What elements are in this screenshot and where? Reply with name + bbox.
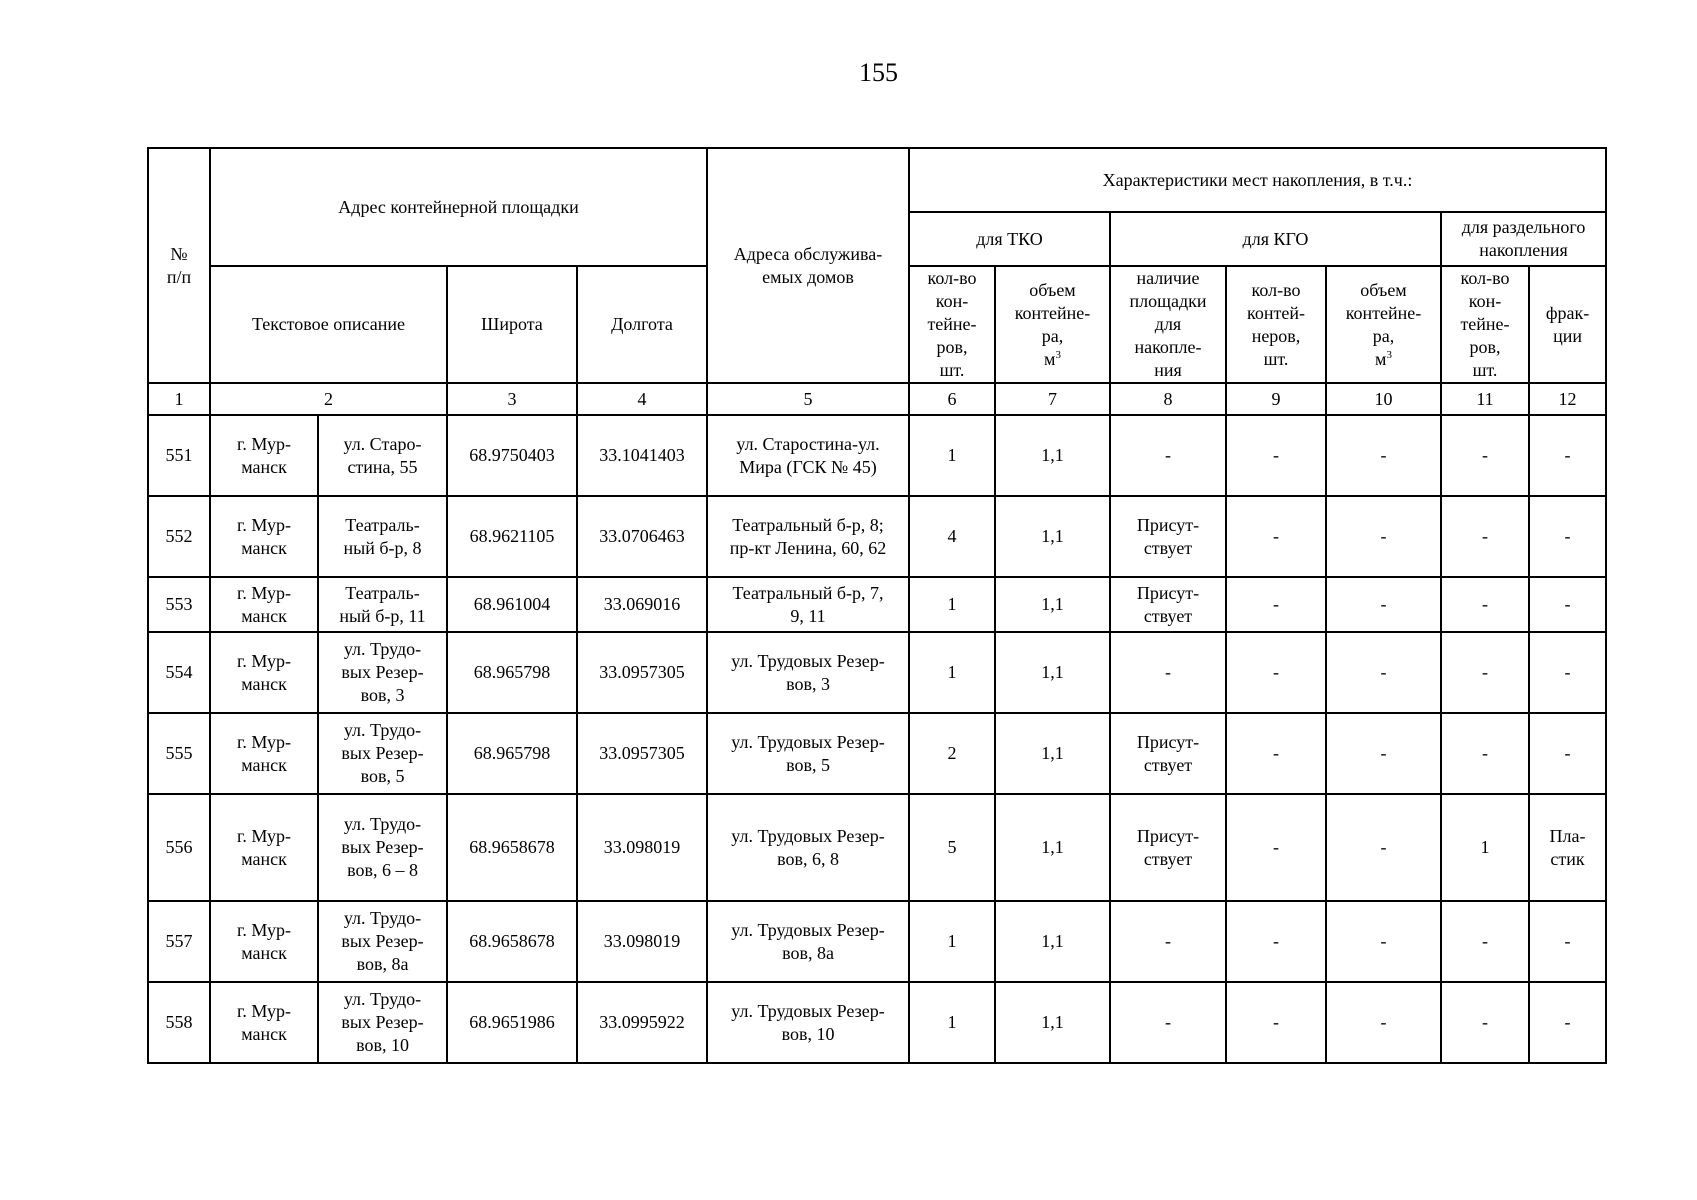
cell-sep-count: - [1441,415,1529,496]
header-line: тейне- [1460,314,1510,334]
cell-city [210,632,318,713]
cell-tko-volume: 1,1 [995,794,1110,901]
cell-street-line: вых Резер- [341,662,424,682]
header-line: тейне- [927,314,977,334]
cell-num: 556 [148,794,210,901]
cell-kgo-site-line: - [1165,931,1171,951]
table-row [148,713,1606,794]
cell-sep-count: - [1441,632,1529,713]
header-separate [1441,212,1606,266]
cell-kgo-site [1110,577,1226,632]
cell-sep-fractions [1529,632,1606,713]
cell-tko-volume: 1,1 [995,415,1110,496]
cell-city-line: г. Мур- [237,514,291,535]
cell-street-line: ул. Трудо- [343,639,422,659]
cell-latitude: 68.9658678 [447,901,577,982]
table-row [148,415,1606,496]
cell-served-houses [707,632,909,713]
cell-num: 555 [148,713,210,794]
header-tko-count [909,266,995,383]
header-line: объем [1029,279,1076,300]
cell-kgo-site-line: - [1165,445,1171,465]
column-number: 6 [909,383,995,415]
header-separate-line: накопления [1479,240,1568,260]
cell-longitude: 33.098019 [577,901,707,982]
header-characteristics: Характеристики мест накопления, в т.ч.: [909,148,1606,212]
header-tko: для ТКО [909,212,1110,266]
header-num [148,148,210,383]
cell-kgo-volume: - [1326,901,1441,982]
cell-sep-count: - [1441,577,1529,632]
cell-kgo-count: - [1226,577,1326,632]
cell-sep-fractions-line: - [1564,1012,1571,1032]
cell-tko-count: 1 [909,982,995,1063]
cell-city-line: манск [241,1023,287,1044]
cell-kgo-count: - [1226,901,1326,982]
header-line: шт. [939,360,965,380]
cell-sep-fractions [1529,982,1606,1063]
cell-tko-volume: 1,1 [995,982,1110,1063]
cell-kgo-site [1110,632,1226,713]
cell-tko-count: 1 [909,901,995,982]
cell-sep-fractions-line: - [1564,743,1571,763]
cell-city-line: манск [241,942,287,963]
cell-city-line: г. Мур- [237,919,291,940]
cell-street [318,982,447,1063]
header-longitude: Долгота [577,266,707,383]
column-number: 5 [707,383,909,415]
cell-served-houses-line: вов, 3 [786,673,830,694]
header-line: контей- [1247,302,1305,323]
cell-city-line: манск [241,848,287,869]
cell-latitude: 68.9621105 [447,496,577,577]
header-sep-fractions [1529,266,1606,383]
header-tko-volume [995,266,1110,383]
column-number: 2 [210,383,447,415]
cell-longitude: 33.069016 [577,577,707,632]
header-served-houses [707,148,909,383]
header-line: м [1044,348,1056,369]
header-sep-count [1441,266,1529,383]
cell-kgo-site [1110,496,1226,577]
cell-city-line: манск [241,754,287,775]
column-number: 4 [577,383,707,415]
cell-street-line: ный б-р, 8 [343,537,422,558]
header-line: контейне- [1345,302,1422,323]
cell-street-line: ул. Трудо- [343,989,422,1009]
cell-street [318,577,447,632]
cell-city-line: г. Мур- [237,731,291,752]
header-line: площадки [1129,291,1207,311]
header-num-line: № [170,243,188,264]
column-number: 9 [1226,383,1326,415]
cell-street [318,794,447,901]
cell-served-houses [707,713,909,794]
cell-kgo-count: - [1226,713,1326,794]
header-line: накопле- [1134,337,1202,357]
cell-tko-count: 1 [909,577,995,632]
cell-kgo-site [1110,982,1226,1063]
cell-street-line: ул. Трудо- [343,720,422,740]
cell-city-line: г. Мур- [237,825,291,846]
column-number: 10 [1326,383,1441,415]
cell-city [210,794,318,901]
cell-kgo-site-line: - [1165,1012,1171,1032]
header-line: объем [1360,279,1407,300]
cell-city [210,577,318,632]
cell-sep-fractions [1529,713,1606,794]
header-text-description: Текстовое описание [210,266,447,383]
cell-tko-count: 4 [909,496,995,577]
table-row [148,794,1606,901]
header-line: м [1375,348,1387,369]
cell-street-line: стина, 55 [347,456,418,477]
header-kgo: для КГО [1110,212,1441,266]
header-line: кол-во [927,268,977,288]
cell-kgo-site [1110,794,1226,901]
cell-latitude: 68.9651986 [447,982,577,1063]
header-line: ра, [1372,325,1395,346]
column-number: 8 [1110,383,1226,415]
header-line: кон- [935,291,969,311]
cell-served-houses-line: ул. Трудовых Резер- [731,825,885,846]
cell-latitude: 68.965798 [447,713,577,794]
cell-sep-count: - [1441,901,1529,982]
cell-sep-fractions-line: Пла- [1549,825,1586,846]
cell-served-houses [707,901,909,982]
header-served-line: Адреса обслужива- [733,243,883,264]
cell-city [210,713,318,794]
cell-served-houses-line: ул. Трудовых Резер- [731,1000,885,1021]
cell-tko-count: 1 [909,415,995,496]
table-row [148,901,1606,982]
cell-kgo-site-line: Присут- [1136,582,1200,603]
cell-sep-fractions-line: - [1564,445,1571,465]
cell-served-houses [707,415,909,496]
header-kgo-volume [1326,266,1441,383]
cell-kgo-site-line: - [1165,662,1171,682]
header-kgo-count [1226,266,1326,383]
header-line: кол-во [1460,268,1510,288]
cell-street-line: вов, 6 – 8 [347,860,418,880]
cell-city-line: г. Мур- [237,433,291,454]
header-row-1 [148,148,1606,212]
cell-latitude: 68.9658678 [447,794,577,901]
column-number: 12 [1529,383,1606,415]
cell-tko-count: 5 [909,794,995,901]
cell-kgo-count: - [1226,496,1326,577]
column-number: 7 [995,383,1110,415]
cell-served-houses-line: вов, 5 [786,754,830,775]
cell-kgo-count: - [1226,632,1326,713]
cell-street-line: Театраль- [345,582,420,603]
cell-num: 552 [148,496,210,577]
cell-street [318,632,447,713]
header-line: для [1154,314,1182,334]
cell-city [210,415,318,496]
header-line: ции [1553,325,1582,346]
cell-longitude: 33.0995922 [577,982,707,1063]
cell-street-line: вых Резер- [341,837,424,857]
cell-served-houses-line: ул. Трудовых Резер- [731,650,885,671]
cell-city-line: манск [241,673,287,694]
page-number: 155 [859,58,898,87]
cell-num: 557 [148,901,210,982]
cell-street [318,901,447,982]
cell-sep-fractions [1529,794,1606,901]
cell-sep-fractions [1529,901,1606,982]
cell-served-houses-line: ул. Трудовых Резер- [731,731,885,752]
cell-street-line: вов, 10 [356,1035,409,1055]
cell-kgo-site-line: ствует [1143,754,1193,775]
cell-kgo-volume: - [1326,713,1441,794]
cell-street-line: вов, 8а [356,954,409,974]
cell-latitude: 68.961004 [447,577,577,632]
header-line: контейне- [1014,302,1091,323]
cell-sep-count: 1 [1441,794,1529,901]
cell-street-line: вых Резер- [341,1012,424,1032]
cell-city [210,496,318,577]
cell-sep-fractions [1529,415,1606,496]
cell-street-line: ный б-р, 11 [339,605,426,626]
cell-kgo-volume: - [1326,415,1441,496]
cell-served-houses-line: пр-кт Ленина, 60, 62 [729,537,887,558]
cell-kgo-site-line: ствует [1143,537,1193,558]
cell-num: 558 [148,982,210,1063]
cell-city [210,901,318,982]
cell-served-houses-line: ул. Трудовых Резер- [731,919,885,940]
header-line: ния [1154,360,1182,380]
cell-tko-volume: 1,1 [995,496,1110,577]
header-line: ра, [1041,325,1064,346]
cell-street-line: ул. Трудо- [343,814,422,834]
cell-sep-count: - [1441,496,1529,577]
cell-kgo-site-line: ствует [1143,605,1193,626]
cell-city-line: манск [241,605,287,626]
cell-city-line: г. Мур- [237,650,291,671]
cell-longitude: 33.0957305 [577,632,707,713]
cell-street-line: вых Резер- [341,931,424,951]
header-latitude: Широта [447,266,577,383]
column-number: 1 [148,383,210,415]
cell-kgo-site-line: Присут- [1136,731,1200,752]
column-number: 11 [1441,383,1529,415]
cell-city-line: г. Мур- [237,582,291,603]
cell-served-houses-line: Театральный б-р, 7, [732,582,884,603]
cell-sep-fractions [1529,577,1606,632]
column-number-row [148,383,1606,415]
cell-sep-fractions [1529,496,1606,577]
cell-sep-fractions-line: - [1564,662,1571,682]
cell-sep-fractions-line: - [1564,931,1571,951]
header-line: фрак- [1545,302,1590,323]
header-num-line: п/п [166,266,192,287]
cell-kgo-volume: - [1326,577,1441,632]
cell-served-houses-line: ул. Старостина-ул. [736,433,880,454]
cell-street-line: ул. Старо- [343,433,422,454]
cell-latitude: 68.9750403 [447,415,577,496]
cell-tko-volume: 1,1 [995,632,1110,713]
cell-street-line: вов, 3 [360,685,405,705]
cell-street [318,496,447,577]
cell-city [210,982,318,1063]
cell-longitude: 33.1041403 [577,415,707,496]
header-line: кон- [1468,291,1502,311]
header-served-line: емых домов [762,266,854,287]
cell-longitude: 33.0957305 [577,713,707,794]
cell-street [318,713,447,794]
cell-served-houses-line: вов, 8а [782,942,834,963]
cell-kgo-volume: - [1326,794,1441,901]
cell-served-houses-line: вов, 6, 8 [777,848,839,869]
table-body [148,415,1606,1063]
header-line: шт. [1472,360,1498,380]
cell-served-houses [707,982,909,1063]
cell-kgo-count: - [1226,794,1326,901]
cell-street-line: ул. Трудо- [343,908,422,928]
cell-served-houses [707,577,909,632]
cell-sep-fractions-line: - [1564,526,1571,546]
cell-kgo-count: - [1226,415,1326,496]
cell-sep-fractions-line: стик [1550,848,1585,869]
cell-kgo-volume: - [1326,982,1441,1063]
cell-num: 553 [148,577,210,632]
table-row [148,632,1606,713]
cell-street-line: Театраль- [345,514,420,535]
header-kgo-site [1110,266,1226,383]
cell-tko-volume: 1,1 [995,577,1110,632]
cell-street-line: вов, 5 [360,766,405,786]
header-line: ров, [1469,337,1501,357]
cell-city-line: г. Мур- [237,1000,291,1021]
cell-sep-count: - [1441,713,1529,794]
header-line: шт. [1263,348,1289,369]
cell-tko-volume: 1,1 [995,901,1110,982]
header-superscript: 3 [1386,348,1392,361]
header-address: Адрес контейнерной площадки [210,148,707,266]
cell-served-houses [707,794,909,901]
header-line: кол-во [1251,279,1301,300]
cell-kgo-site-line: ствует [1143,848,1193,869]
cell-served-houses [707,496,909,577]
cell-served-houses-line: Мира (ГСК № 45) [739,456,877,477]
header-separate-line: для раздельного [1461,217,1586,237]
cell-num: 551 [148,415,210,496]
cell-longitude: 33.0706463 [577,496,707,577]
cell-city-line: манск [241,456,287,477]
cell-kgo-site [1110,415,1226,496]
cell-kgo-count: - [1226,982,1326,1063]
header-line: ров, [936,337,968,357]
cell-city-line: манск [241,537,287,558]
header-superscript: 3 [1055,348,1061,361]
cell-kgo-site [1110,901,1226,982]
cell-kgo-volume: - [1326,496,1441,577]
cell-tko-count: 2 [909,713,995,794]
header-line: наличие [1136,268,1200,288]
cell-sep-fractions-line: - [1564,594,1571,614]
table-row [148,496,1606,577]
container-sites-table [147,147,1607,1064]
cell-num: 554 [148,632,210,713]
cell-tko-count: 1 [909,632,995,713]
cell-kgo-site [1110,713,1226,794]
cell-tko-volume: 1,1 [995,713,1110,794]
cell-longitude: 33.098019 [577,794,707,901]
cell-served-houses-line: вов, 10 [781,1023,835,1044]
header-line: неров, [1251,325,1301,346]
cell-kgo-volume: - [1326,632,1441,713]
cell-street-line: вых Резер- [341,743,424,763]
cell-kgo-site-line: Присут- [1136,825,1200,846]
cell-latitude: 68.965798 [447,632,577,713]
cell-kgo-site-line: Присут- [1136,514,1200,535]
cell-served-houses-line: Театральный б-р, 8; [732,514,884,535]
table-row [148,577,1606,632]
cell-served-houses-line: 9, 11 [790,605,826,626]
cell-sep-count: - [1441,982,1529,1063]
cell-street [318,415,447,496]
table-row [148,982,1606,1063]
column-number: 3 [447,383,577,415]
